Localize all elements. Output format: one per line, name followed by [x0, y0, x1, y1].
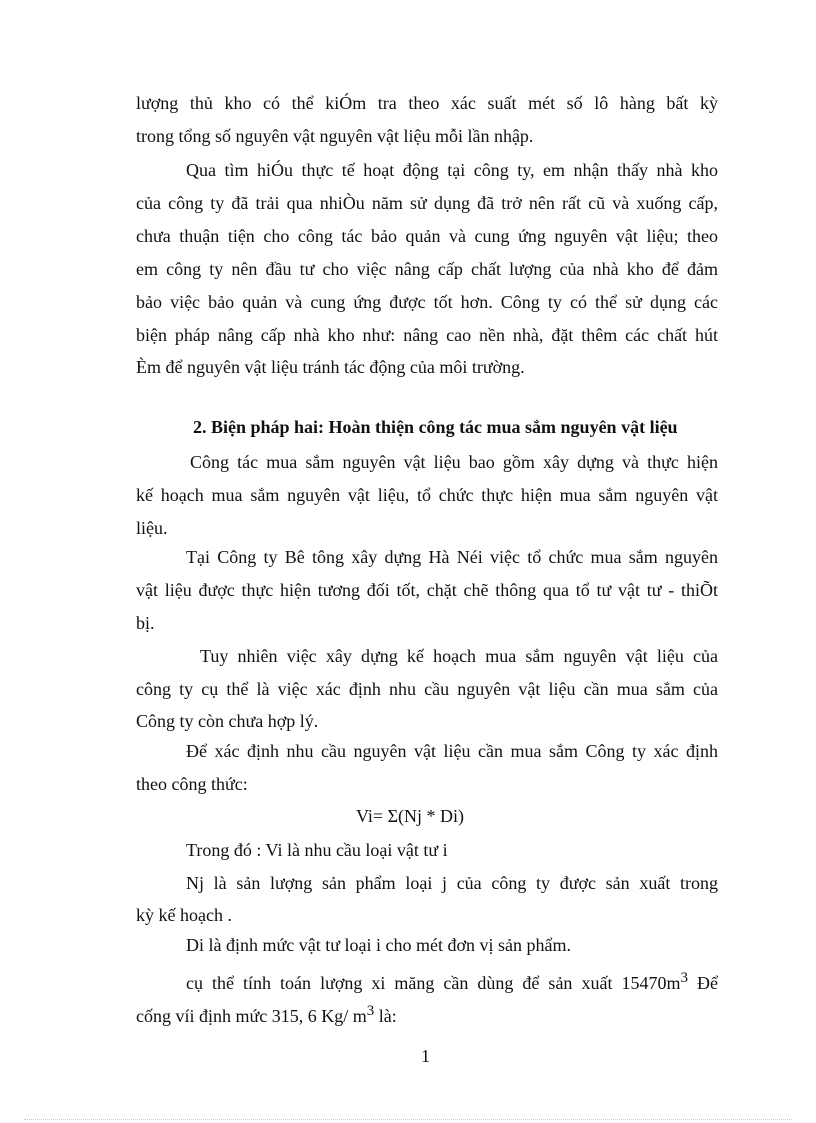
paragraph-line: bị. — [136, 613, 155, 633]
paragraph-line: kế hoạch mua sắm nguyên vật liệu, tổ chức thực hiện mua sắm nguyên vật — [136, 485, 718, 505]
paragraph-line: lượng thủ kho có thể kiÓm tra theo xác suất mét số lô hàng bất kỳ — [136, 93, 718, 113]
page-footer-divider — [24, 1119, 792, 1120]
page-number: 1 — [421, 1046, 430, 1066]
paragraph-line: kỳ kế hoạch . — [136, 905, 232, 925]
superscript: 3 — [366, 1003, 375, 1019]
paragraph-line: Di là định mức vật tư loại i cho mét đơn vị sản phẩm. — [186, 935, 571, 955]
section-heading: 2. Biện pháp hai: Hoàn thiện công tác mua sắm nguyên vật liệu — [193, 417, 678, 437]
paragraph-line: Trong đó : Vi là nhu cầu loại vật tư i — [186, 840, 448, 860]
paragraph-line: Công ty còn chưa hợp lý. — [136, 711, 319, 731]
paragraph-line: Tại Công ty Bê tông xây dựng Hà Néi việc tổ chức mua sắm nguyên — [186, 547, 718, 567]
paragraph-text: là: — [374, 1006, 397, 1026]
paragraph-line: công ty cụ thể là việc xác định nhu cầu nguyên vật liệu cần mua sắm của — [136, 679, 718, 699]
paragraph-line — [186, 967, 718, 993]
paragraph-line: chưa thuận tiện cho công tác bảo quản và cung ứng nguyên vật liệu; theo — [136, 226, 718, 246]
formula: Vi= Σ(Nj * Di) — [356, 806, 465, 826]
paragraph-line: biện pháp nâng cấp nhà kho như: nâng cao nền nhà, đặt thêm các chất hút — [136, 325, 718, 345]
paragraph-line: Để xác định nhu cầu nguyên vật liệu cần mua sắm Công ty xác định — [186, 741, 718, 761]
paragraph-line: của công ty đã trải qua nhiÒu năm sử dụng đã trở nên rất cũ và xuống cấp, — [136, 193, 718, 213]
paragraph-line: Nj là sản lượng sản phẩm loại j của công ty được sản xuất trong — [186, 873, 718, 893]
paragraph-text: cụ thể tính toán lượng xi măng cần dùng để sản xuất 15470m — [186, 973, 681, 993]
paragraph-line: Qua tìm hiÓu thực tế hoạt động tại công ty, em nhận thấy nhà kho — [186, 160, 718, 180]
paragraph-text: cống víi định mức 315, 6 Kg/ m — [136, 1006, 367, 1026]
paragraph-line: vật liệu được thực hiện tương đối tốt, chặt chẽ thông qua tổ tư vật tư - thiÕt — [136, 580, 718, 600]
paragraph-line: bảo việc bảo quản và cung ứng được tốt hơn. Công ty có thể sử dụng các — [136, 292, 718, 312]
paragraph-line: Èm để nguyên vật liệu tránh tác động của môi trường. — [136, 357, 525, 377]
paragraph-text: Ðể — [687, 973, 718, 993]
paragraph-line: Công tác mua sắm nguyên vật liệu bao gồm xây dựng và thực hiện — [190, 452, 718, 472]
paragraph-line: trong tổng số nguyên vật nguyên vật liệu mỗi lần nhập. — [136, 126, 534, 146]
paragraph-line — [136, 1000, 718, 1026]
paragraph-line: Tuy nhiên việc xây dựng kế hoạch mua sắm nguyên vật liệu của — [200, 646, 718, 666]
paragraph-line: theo công thức: — [136, 774, 248, 794]
superscript: 3 — [680, 970, 688, 986]
paragraph-line: em công ty nên đầu tư cho việc nâng cấp chất lượng của nhà kho để đảm — [136, 259, 718, 279]
paragraph-line: liệu. — [136, 518, 168, 538]
